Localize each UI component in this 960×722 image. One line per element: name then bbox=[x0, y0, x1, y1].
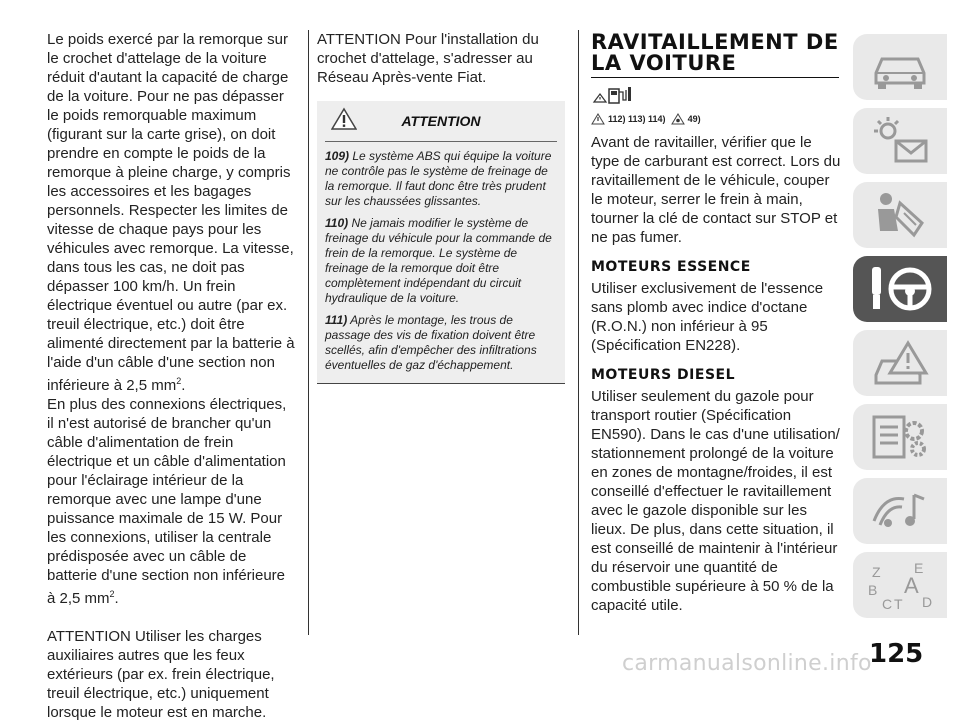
warning-note-109: 109) Le système ABS qui équipe la voiture ne contrôle pas le système de freinage de la remorque. Il faut donc être très prudent sur les chaussées glissantes. bbox=[325, 149, 552, 208]
tab-index[interactable] bbox=[853, 552, 947, 618]
index-letter: A bbox=[904, 573, 919, 598]
heading-petrol-engines: MOTEURS ESSENCE bbox=[591, 259, 751, 275]
chapter-tabs bbox=[853, 34, 947, 626]
watermark: carmanualsonline.info bbox=[622, 651, 872, 676]
electrical-connections-paragraph: En plus des connexions électriques, il n'est autorisé de brancher qu'un câble d'alimentation de frein électrique et un câble d'alimentation pour l'éclairage intérieur de la remorque avec une lampe d'une puissance maximale de 15 W. Pour les connexions, utiliser la centrale prédisposée avec un câble de batterie d'une section non inférieure à 2,5 $mm^2$. bbox=[47, 396, 287, 607]
dashboard-lights-icon bbox=[864, 113, 936, 169]
tab-car-overview[interactable] bbox=[853, 34, 947, 100]
warning-note-111: 111) Après le montage, les trous de passage des vis de fixation doivent être scellés, afin d'empêcher des infiltrations éventuelles de gaz d'échappement. bbox=[325, 313, 537, 372]
auxiliary-loads-attention: ATTENTION Utiliser les charges auxiliaires autres que les feux extérieurs (par ex. frein électrique, treuil électrique, etc.) uniquement lorsque le moteur est en marche. bbox=[47, 628, 275, 721]
tab-emergency[interactable] bbox=[853, 330, 947, 396]
column-divider bbox=[308, 30, 309, 635]
column-left bbox=[47, 30, 297, 722]
column-divider bbox=[578, 30, 579, 635]
warning-title: ATTENTION bbox=[401, 113, 481, 129]
hitch-installation-attention: ATTENTION Pour l'installation du crochet d'attelage, s'adresser au Réseau Après-vente Fiat. bbox=[317, 31, 539, 86]
tab-maintenance[interactable] bbox=[853, 404, 947, 470]
safety-airbag-icon bbox=[864, 187, 936, 243]
column-middle bbox=[317, 30, 565, 384]
index-alphabet-icon bbox=[864, 557, 936, 613]
index-letter: Z bbox=[872, 564, 881, 580]
index-letter: C bbox=[882, 596, 893, 612]
title-rule bbox=[591, 77, 839, 78]
index-letter: T bbox=[894, 596, 903, 612]
caution-triangle-icon bbox=[671, 113, 685, 125]
warning-header bbox=[325, 101, 557, 142]
tab-starting-driving[interactable] bbox=[853, 256, 947, 322]
heading-diesel-engines: MOTEURS DIESEL bbox=[591, 367, 736, 383]
tab-safety[interactable] bbox=[853, 182, 947, 248]
tab-dashboard-lights[interactable] bbox=[853, 108, 947, 174]
tab-multimedia[interactable] bbox=[853, 478, 947, 544]
references-line: 112) 113) 114) 49) bbox=[591, 113, 841, 125]
warning-triangle-icon bbox=[591, 113, 605, 125]
index-letter: D bbox=[922, 594, 933, 610]
warning-box bbox=[317, 101, 565, 384]
starting-driving-icon bbox=[864, 261, 936, 317]
refuelling-intro: Avant de ravitailler, vérifier que le type de carburant est correct. Lors du ravitaillement de le véhicule, couper le moteur, serrer le frein à main, tourner la clé de contact sur STOP et ne pas fumer. bbox=[591, 134, 841, 246]
trailer-load-paragraph: Le poids exercé par la remorque sur le crochet d'attelage de la voiture réduit d'autant la capacité de charge de la voiture. Pour ne pas dépasser le poids remorquable maximum (figurant sur la carte grise), on doit prendre en compte le poids de la remorque à pleine charge, y compris les accessoires et les bagages personnels. Respecter les limites de vitesse de chaque pays pour les véhicules avec remorque. La vitesse, dans tous les cas, ne doit pas dépasser 100 km/h. Un frein électrique éventuel ou autre (par ex. treuil électrique, etc.) doit être alimenté directement par la batterie à l'aide d'un câble d'une section non inférieure à 2,5 $mm^2$. bbox=[47, 31, 295, 394]
car-overview-icon bbox=[864, 39, 936, 95]
diesel-engines-paragraph: Utiliser seulement du gazole pour transport routier (Spécification EN590). Dans le cas d'une utilisation/ stationnement prolongé de la voiture en zones de montagne/froides, il est conseillé d'effectuer le ravitaillement avec le gazole disponible sur les lieux. De plus, dans cette situation, il est conseillé de maintenir à l'intérieur du réservoir une quantité de combustible supérieure à 50 % de la capacité utile. bbox=[591, 388, 840, 614]
warning-note-110: 110) Ne jamais modifier le système de freinage du véhicule pour la commande de frein de la remorque. Le système de freinage de la remorque doit être complètement indépendant du circuit hydraulique de la voiture. bbox=[325, 216, 552, 305]
petrol-engines-paragraph: Utiliser exclusivement de l'essence sans plomb avec indice d'octane (R.O.N.) non inférieur à 95 (Spécification EN228). bbox=[591, 280, 824, 354]
column-right bbox=[591, 32, 841, 615]
multimedia-icon bbox=[864, 483, 936, 539]
section-title: RAVITAILLEMENT DE LA VOITURE bbox=[591, 30, 839, 75]
emergency-icon bbox=[864, 335, 936, 391]
index-letter: B bbox=[868, 582, 878, 598]
index-letter: E bbox=[914, 560, 924, 576]
maintenance-icon bbox=[864, 409, 936, 465]
page-number: 125 bbox=[869, 639, 924, 669]
fuel-pump-icon bbox=[591, 84, 637, 106]
